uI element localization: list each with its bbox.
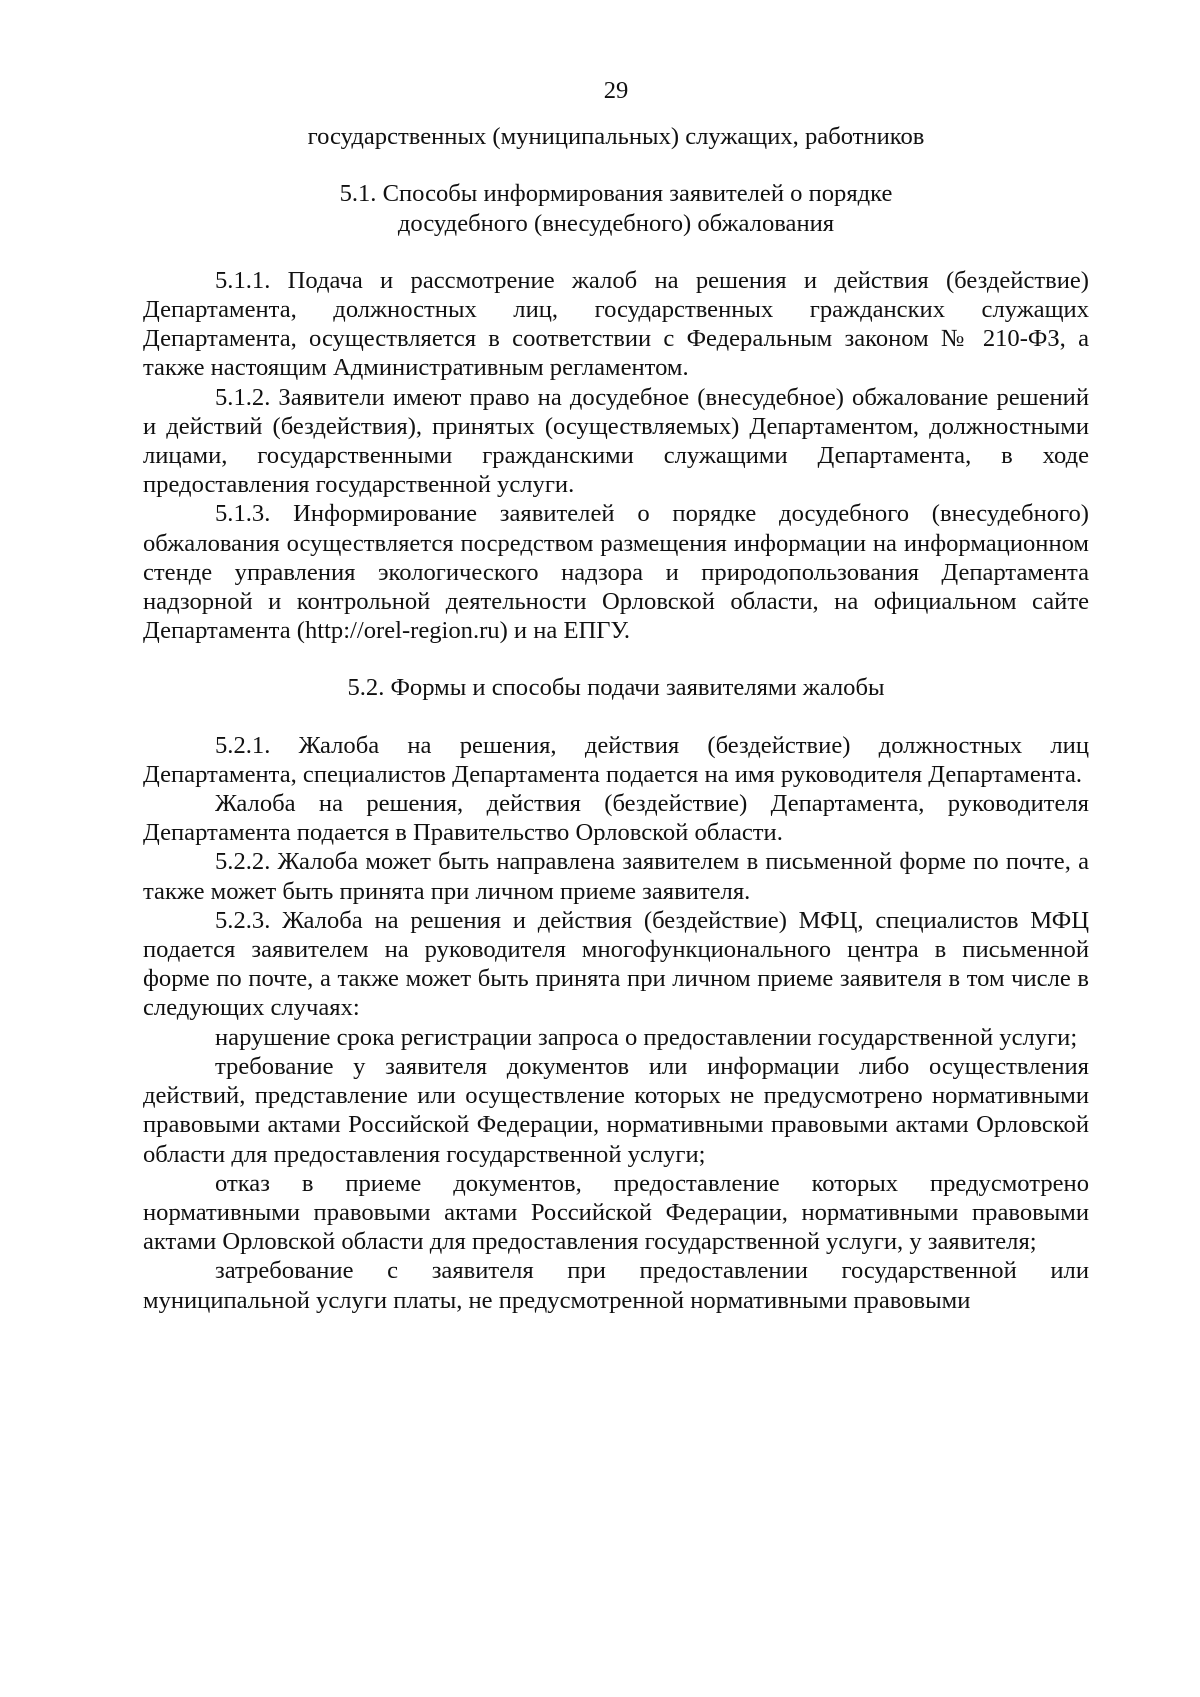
- spacer: [143, 151, 1089, 179]
- spacer: [143, 645, 1089, 673]
- paragraph-5-2-1-continued: Жалоба на решения, действия (бездействие) Департамента, руководителя Департамента подается в Правительство Орловской области.: [143, 790, 1089, 847]
- page-number: 29: [603, 77, 629, 104]
- case-item-registration-deadline: нарушение срока регистрации запроса о предоставлении государственной услуги;: [215, 1023, 1078, 1051]
- section-5-1-title-line-2: досудебного (внесудебного) обжалования: [397, 209, 835, 237]
- continuation-title: государственных (муниципальных) служащих, работников: [307, 123, 925, 151]
- page-content: [143, 76, 1089, 1315]
- case-item-extra-documents: требование у заявителя документов или информации либо осуществления действий, представление или осуществление которых не предусмотрено нормативными правовыми актами Российской Федерации, нормативными правовыми актами Орловской области для предоставления государственной услуги;: [143, 1052, 1089, 1168]
- paragraph-5-1-3: 5.1.3. Информирование заявителей о порядке досудебного (внесудебного) обжалования осуществляется посредством размещения информации на информационном стенде управления экологического надзора и природопользования Департамента надзорной и контрольной деятельности Орловской области, на официальном сайте Департамента (http://orel-region.ru) и на ЕПГУ.: [143, 500, 1089, 645]
- paragraph-5-2-3: 5.2.3. Жалоба на решения и действия (бездействие) МФЦ, специалистов МФЦ подается заявителем на руководителя многофункционального центра в письменной форме по почте, а также может быть принята при личном приеме заявителя в том числе в следующих случаях:: [143, 906, 1089, 1022]
- paragraph-5-2-1: 5.2.1. Жалоба на решения, действия (бездействие) должностных лиц Департамента, специалистов Департамента подается на имя руководителя Департамента.: [143, 731, 1089, 788]
- spacer: [143, 703, 1089, 731]
- paragraph-5-1-2: 5.1.2. Заявители имеют право на досудебное (внесудебное) обжалование решений и действий (бездействия), принятых (осуществляемых) Департаментом, должностными лицами, государственными гражданскими служащими Департамента, в ходе предоставления государственной услуги.: [143, 383, 1089, 499]
- paragraph-5-1-1: 5.1.1. Подача и рассмотрение жалоб на решения и действия (бездействие) Департамента, должностных лиц, государственных гражданских служащих Департамента, осуществляется в соответствии с Федеральным законом № 210-ФЗ, а также настоящим Административным регламентом.: [143, 266, 1089, 382]
- case-item-refusal-to-accept: отказ в приеме документов, предоставление которых предусмотрено нормативными правовыми актами Российской Федерации, нормативными правовыми актами Орловской области для предоставления государственной услуги, у заявителя;: [143, 1169, 1089, 1256]
- section-5-2-title: 5.2. Формы и способы подачи заявителями жалобы: [347, 674, 885, 702]
- case-item-fee-demand: затребование с заявителя при предоставлении государственной или муниципальной услуги платы, не предусмотренной нормативными правовыми: [143, 1257, 1089, 1314]
- section-5-1-title-line-1: 5.1. Способы информирования заявителей о порядке: [339, 180, 893, 208]
- paragraph-5-2-2: 5.2.2. Жалоба может быть направлена заявителем в письменной форме по почте, а также может быть принята при личном приеме заявителя.: [143, 848, 1089, 905]
- spacer: [143, 238, 1089, 266]
